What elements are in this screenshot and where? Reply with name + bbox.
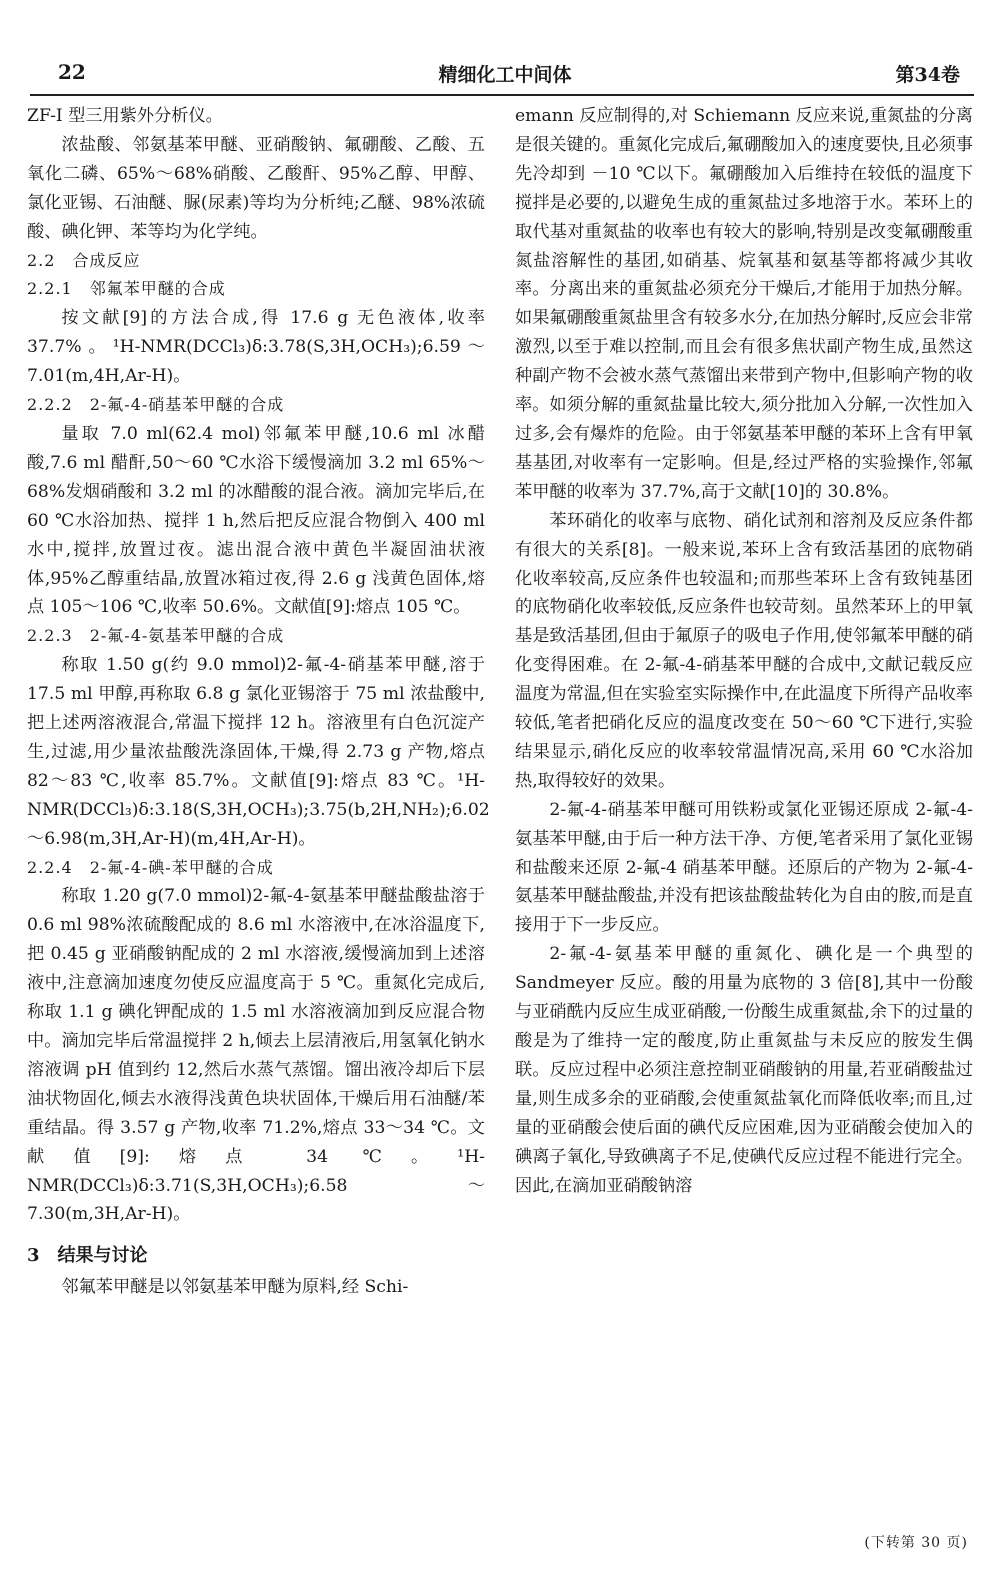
- paragraph: 2-氟-4-氨基苯甲醚的重氮化、碘化是一个典型的 Sandmeyer 反应。酸的用量为底物的 3 倍[8],其中一份酸与亚硝酰内反应生成亚硝酸,一份酸生成重氮盐,余下的过量的酸是为了维持一定的酸度,防止重氮盐与未反应的胺发生偶联。反应过程中必须注意控制亚硝酸钠的用量,若亚硝酸盐过量,则生成多余的亚硝酸,会使重氮盐氧化而降低收率;而且,过量的亚硝酸会使后面的碘代反应困难,因为亚硝酸会使加入的碘离子氧化,导致碘离子不足,使碘代反应过程不能进行完全。因此,在滴加亚硝酸钠溶: [515, 944, 973, 1196]
- volume-label: 第34卷: [895, 64, 960, 86]
- paragraph: 邻氟苯甲醚是以邻氨基苯甲醚为原料,经 Schi-: [61, 1277, 409, 1298]
- subsection-heading: 2.2.1 邻氟苯甲醚的合成: [27, 279, 226, 299]
- paragraph: 称取 1.20 g(7.0 mmol)2-氟-4-氨基苯甲醚盐酸盐溶于 0.6 ml 98%浓硫酸配成的 8.6 ml 水溶液中,在冰浴温度下,把 0.45 g 亚硝酸钠配成的 2 ml 水溶液,缓慢滴加到上述溶液中,注意滴加速度勿使反应温度高于 5 ℃。重氮化完成后,称取 1.1 g 碘化钾配成的 1.5 ml 水溶液滴加到反应混合物中。滴加完毕后常温搅拌 2 h,倾去上层清液后,用氢氧化钠水溶液调 pH 值到约 12,然后水蒸气蒸馏。馏出液冷却后下层油状物固化,倾去水液得浅黄色块状固体,干燥后用石油醚/苯重结晶。得 3.57 g 产物,收率 71.2%,熔点 33～34 ℃。文献值[9]:熔点 34 ℃。¹H-NMR(DCCl₃)δ:3.71(S,3H,OCH₃);6.58～7.30(m,3H,Ar-H)。: [27, 886, 485, 1225]
- subsection-heading: 2.2.2 2-氟-4-硝基苯甲醚的合成: [27, 395, 285, 415]
- paragraph: 浓盐酸、邻氨基苯甲醚、亚硝酸钠、氟硼酸、乙酸、五氧化二磷、65%～68%硝酸、乙酸酐、95%乙醇、甲醇、氯化亚锡、石油醚、脲(尿素)等均为分析纯;乙醚、98%浓硫酸、碘化钾、苯等均为化学纯。: [27, 134, 485, 242]
- right-column: [515, 102, 973, 1200]
- paragraph: emann 反应制得的,对 Schiemann 反应来说,重氮盐的分离是很关键的。重氮化完成后,氟硼酸加入的速度要快,且必须事先冷却到 －10 ℃以下。氟硼酸加入后维持在较低的温度下搅拌是必要的,以避免生成的重氮盐过多地溶于水。苯环上的取代基对重氮盐的收率也有较大的影响,特别是改变氟硼酸重氮盐溶解性的基团,如硝基、烷氧基和氨基等都将减少其收率。分离出来的重氮盐必须充分干燥后,才能用于加热分解。如果氟硼酸重氮盐里含有较多水分,在加热分解时,反应会非常激烈,以至于难以控制,而且会有很多焦状副产物生成,虽然这种副产物不会被水蒸气蒸馏出来带到产物中,但影响产物的收率。如须分解的重氮盐量比较大,须分批加入分解,一次性加入过多,会有爆炸的危险。由于邻氨基苯甲醚的苯环上含有甲氧基基团,对收率有一定影响。但是,经过严格的实验操作,邻氟苯甲醚的收率为 37.7%,高于文献[10]的 30.8%。: [515, 106, 973, 502]
- subsection-heading: 2.2.3 2-氟-4-氨基苯甲醚的合成: [27, 626, 285, 646]
- paragraph: 2-氟-4-硝基苯甲醚可用铁粉或氯化亚锡还原成 2-氟-4-氨基苯甲醚,由于后一种方法干净、方便,笔者采用了氯化亚锡和盐酸来还原 2-氟-4 硝基苯甲醚。还原后的产物为 2-氟-4-氨基苯甲醚盐酸盐,并没有把该盐酸盐转化为自由的胺,而是直接用于下一步反应。: [515, 799, 973, 936]
- subsection-heading: 2.2.4 2-氟-4-碘-苯甲醚的合成: [27, 857, 274, 877]
- section-heading: 2.2 合成反应: [27, 250, 141, 270]
- page-header: [40, 60, 970, 94]
- header-rule: [30, 94, 974, 96]
- continued-note: (下转第 30 页): [864, 1535, 968, 1551]
- section-heading-results: 3 结果与讨论: [27, 1245, 148, 1267]
- journal-title: 精细化工中间体: [438, 64, 572, 86]
- page-number: 22: [58, 60, 86, 84]
- paragraph: ZF-I 型三用紫外分析仪。: [27, 106, 223, 126]
- paragraph: 量取 7.0 ml(62.4 mol)邻氟苯甲醚,10.6 ml 冰醋酸,7.6 ml 醋酐,50～60 ℃水浴下缓慢滴加 3.2 ml 65%～68%发烟硝酸和 3.2 ml 的冰醋酸的混合液。滴加完毕后,在 60 ℃水浴加热、搅拌 1 h,然后把反应混合物倒入 400 ml 水中,搅拌,放置过夜。滤出混合液中黄色半凝固油状液体,95%乙醇重结晶,放置冰箱过夜,得 2.6 g 浅黄色固体,熔点 105～106 ℃,收率 50.6%。文献值[9]:熔点 105 ℃。: [27, 423, 485, 618]
- paragraph: 称取 1.50 g(约 9.0 mmol)2-氟-4-硝基苯甲醚,溶于 17.5 ml 甲醇,再称取 6.8 g 氯化亚锡溶于 75 ml 浓盐酸中,把上述两溶液混合,常温下搅拌 12 h。溶液里有白色沉淀产生,过滤,用少量浓盐酸洗涤固体,干燥,得 2.73 g 产物,熔点 82～83 ℃,收率 85.7%。文献值[9]:熔点 83 ℃。¹H-NMR(DCCl₃)δ:3.18(S,3H,OCH₃);3.75(b,2H,NH₂);6.02～6.98(m,3H,Ar-H)(m,4H,Ar-H)。: [27, 655, 490, 849]
- paragraph: 苯环硝化的收率与底物、硝化试剂和溶剂及反应条件都有很大的关系[8]。一般来说,苯环上含有致活基团的底物硝化收率较高,反应条件也较温和;而那些苯环上含有致钝基团的底物硝化收率较低,反应条件也较苛刻。虽然苯环上的甲氧基是致活基团,但由于氟原子的吸电子作用,使邻氟苯甲醚的硝化变得困难。在 2-氟-4-硝基苯甲醚的合成中,文献记载反应温度为常温,但在实验室实际操作中,在此温度下所得产品收率较低,笔者把硝化反应的温度改变在 50～60 ℃下进行,实验结果显示,硝化反应的收率较常温情况高,采用 60 ℃水浴加热,取得较好的效果。: [515, 510, 973, 791]
- paragraph: 按文献[9]的方法合成,得 17.6 g 无色液体,收率 37.7%。¹H-NMR(DCCl₃)δ:3.78(S,3H,OCH₃);6.59～7.01(m,4H,Ar-H)。: [27, 308, 485, 387]
- left-column: [27, 102, 490, 1302]
